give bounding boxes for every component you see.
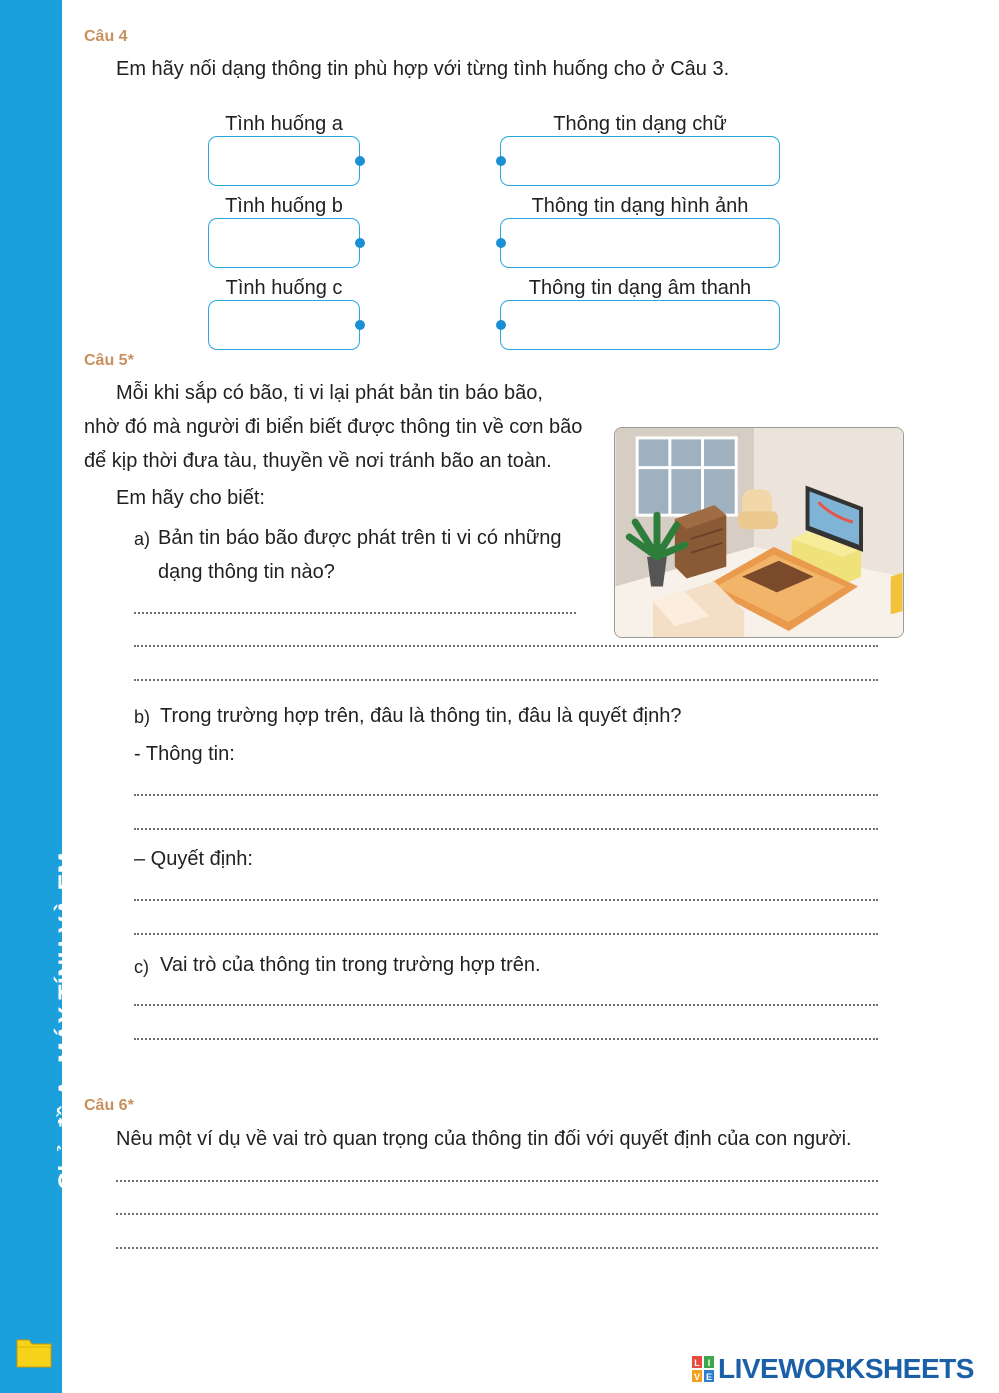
situation-b-label: Tình huống b bbox=[225, 195, 343, 217]
q5-heading: Câu 5* bbox=[84, 352, 134, 369]
sound-info-box[interactable] bbox=[500, 300, 780, 350]
image-info-label: Thông tin dạng hình ảnh bbox=[531, 195, 749, 217]
situation-b-connector-dot[interactable] bbox=[355, 238, 365, 248]
q5b-label: b) bbox=[134, 707, 151, 727]
situation-c-label: Tình huống c bbox=[225, 277, 343, 299]
situation-c-box[interactable] bbox=[208, 300, 360, 350]
text-info-label: Thông tin dạng chữ bbox=[553, 113, 727, 135]
situation-a-label: Tình huống a bbox=[225, 113, 343, 135]
q5-ask: Em hãy cho biết: bbox=[116, 487, 265, 509]
q5c-text: Vai trò của thông tin trong trường hợp trên. bbox=[160, 954, 541, 976]
answer-line-a3[interactable] bbox=[134, 679, 878, 681]
q5b-decision-label: – Quyết định: bbox=[134, 848, 253, 870]
answer-line-b-decision2[interactable] bbox=[134, 933, 878, 935]
liveworksheets-badge-icon bbox=[692, 1356, 714, 1382]
answer-line-q6-2[interactable] bbox=[116, 1213, 878, 1215]
q5b-text: Trong trường hợp trên, đâu là thông tin, đâu là quyết định? bbox=[160, 705, 682, 727]
answer-line-q6-3[interactable] bbox=[116, 1247, 878, 1249]
svg-text:L: L bbox=[694, 1358, 700, 1368]
text-info-box[interactable] bbox=[500, 136, 780, 186]
q4-heading: Câu 4 bbox=[84, 28, 128, 45]
sound-info-label: Thông tin dạng âm thanh bbox=[528, 277, 752, 299]
q5b-info-label: - Thông tin: bbox=[134, 743, 235, 765]
answer-line-b-decision1[interactable] bbox=[134, 899, 878, 901]
q5c-label: c) bbox=[134, 957, 149, 977]
liveworksheets-logo[interactable] bbox=[692, 1352, 974, 1386]
q5-intro-line1: Mỗi khi sắp có bão, ti vi lại phát bản tin báo bão, bbox=[116, 382, 543, 404]
sound-info-connector-dot[interactable] bbox=[496, 320, 506, 330]
answer-line-c2[interactable] bbox=[134, 1038, 878, 1040]
image-info-connector-dot[interactable] bbox=[496, 238, 506, 248]
living-room-tv-illustration bbox=[614, 427, 904, 638]
answer-line-c1[interactable] bbox=[134, 1004, 878, 1006]
image-info-box[interactable] bbox=[500, 218, 780, 268]
situation-b-box[interactable] bbox=[208, 218, 360, 268]
text-info-connector-dot[interactable] bbox=[496, 156, 506, 166]
liveworksheets-logo-text: LIVEWORKSHEETS bbox=[718, 1353, 974, 1384]
answer-line-a2[interactable] bbox=[134, 645, 878, 647]
q6-prompt: Nêu một ví dụ về vai trò quan trọng của thông tin đối với quyết định của con người. bbox=[116, 1128, 852, 1150]
situation-a-connector-dot[interactable] bbox=[355, 156, 365, 166]
answer-line-a1[interactable] bbox=[134, 612, 576, 614]
q5a-line2: dạng thông tin nào? bbox=[158, 561, 335, 583]
q4-prompt: Em hãy nối dạng thông tin phù hợp với từng tình huống cho ở Câu 3. bbox=[116, 58, 730, 80]
situation-a-box[interactable] bbox=[208, 136, 360, 186]
answer-line-q6-1[interactable] bbox=[116, 1180, 878, 1182]
answer-line-b-info1[interactable] bbox=[134, 794, 878, 796]
svg-text:V: V bbox=[693, 1372, 701, 1382]
svg-text:I: I bbox=[707, 1358, 711, 1368]
answer-line-b-info2[interactable] bbox=[134, 828, 878, 830]
q5-intro-line3: để kịp thời đưa tàu, thuyền về nơi tránh bão an toàn. bbox=[84, 450, 552, 472]
q6-heading: Câu 6* bbox=[84, 1097, 134, 1114]
q5a-label: a) bbox=[134, 529, 151, 549]
q5-intro-line2: nhờ đó mà người đi biển biết được thông tin về cơn bão bbox=[84, 416, 583, 438]
svg-text:E: E bbox=[705, 1372, 713, 1382]
folder-icon bbox=[16, 1336, 52, 1368]
chapter-title: Chủ đề A: MÁY TÍNH VÀ EM bbox=[54, 852, 82, 1190]
chapter-sidebar bbox=[0, 0, 62, 1393]
q5a-line1: Bản tin báo bão được phát trên ti vi có những bbox=[158, 527, 562, 549]
situation-c-connector-dot[interactable] bbox=[355, 320, 365, 330]
